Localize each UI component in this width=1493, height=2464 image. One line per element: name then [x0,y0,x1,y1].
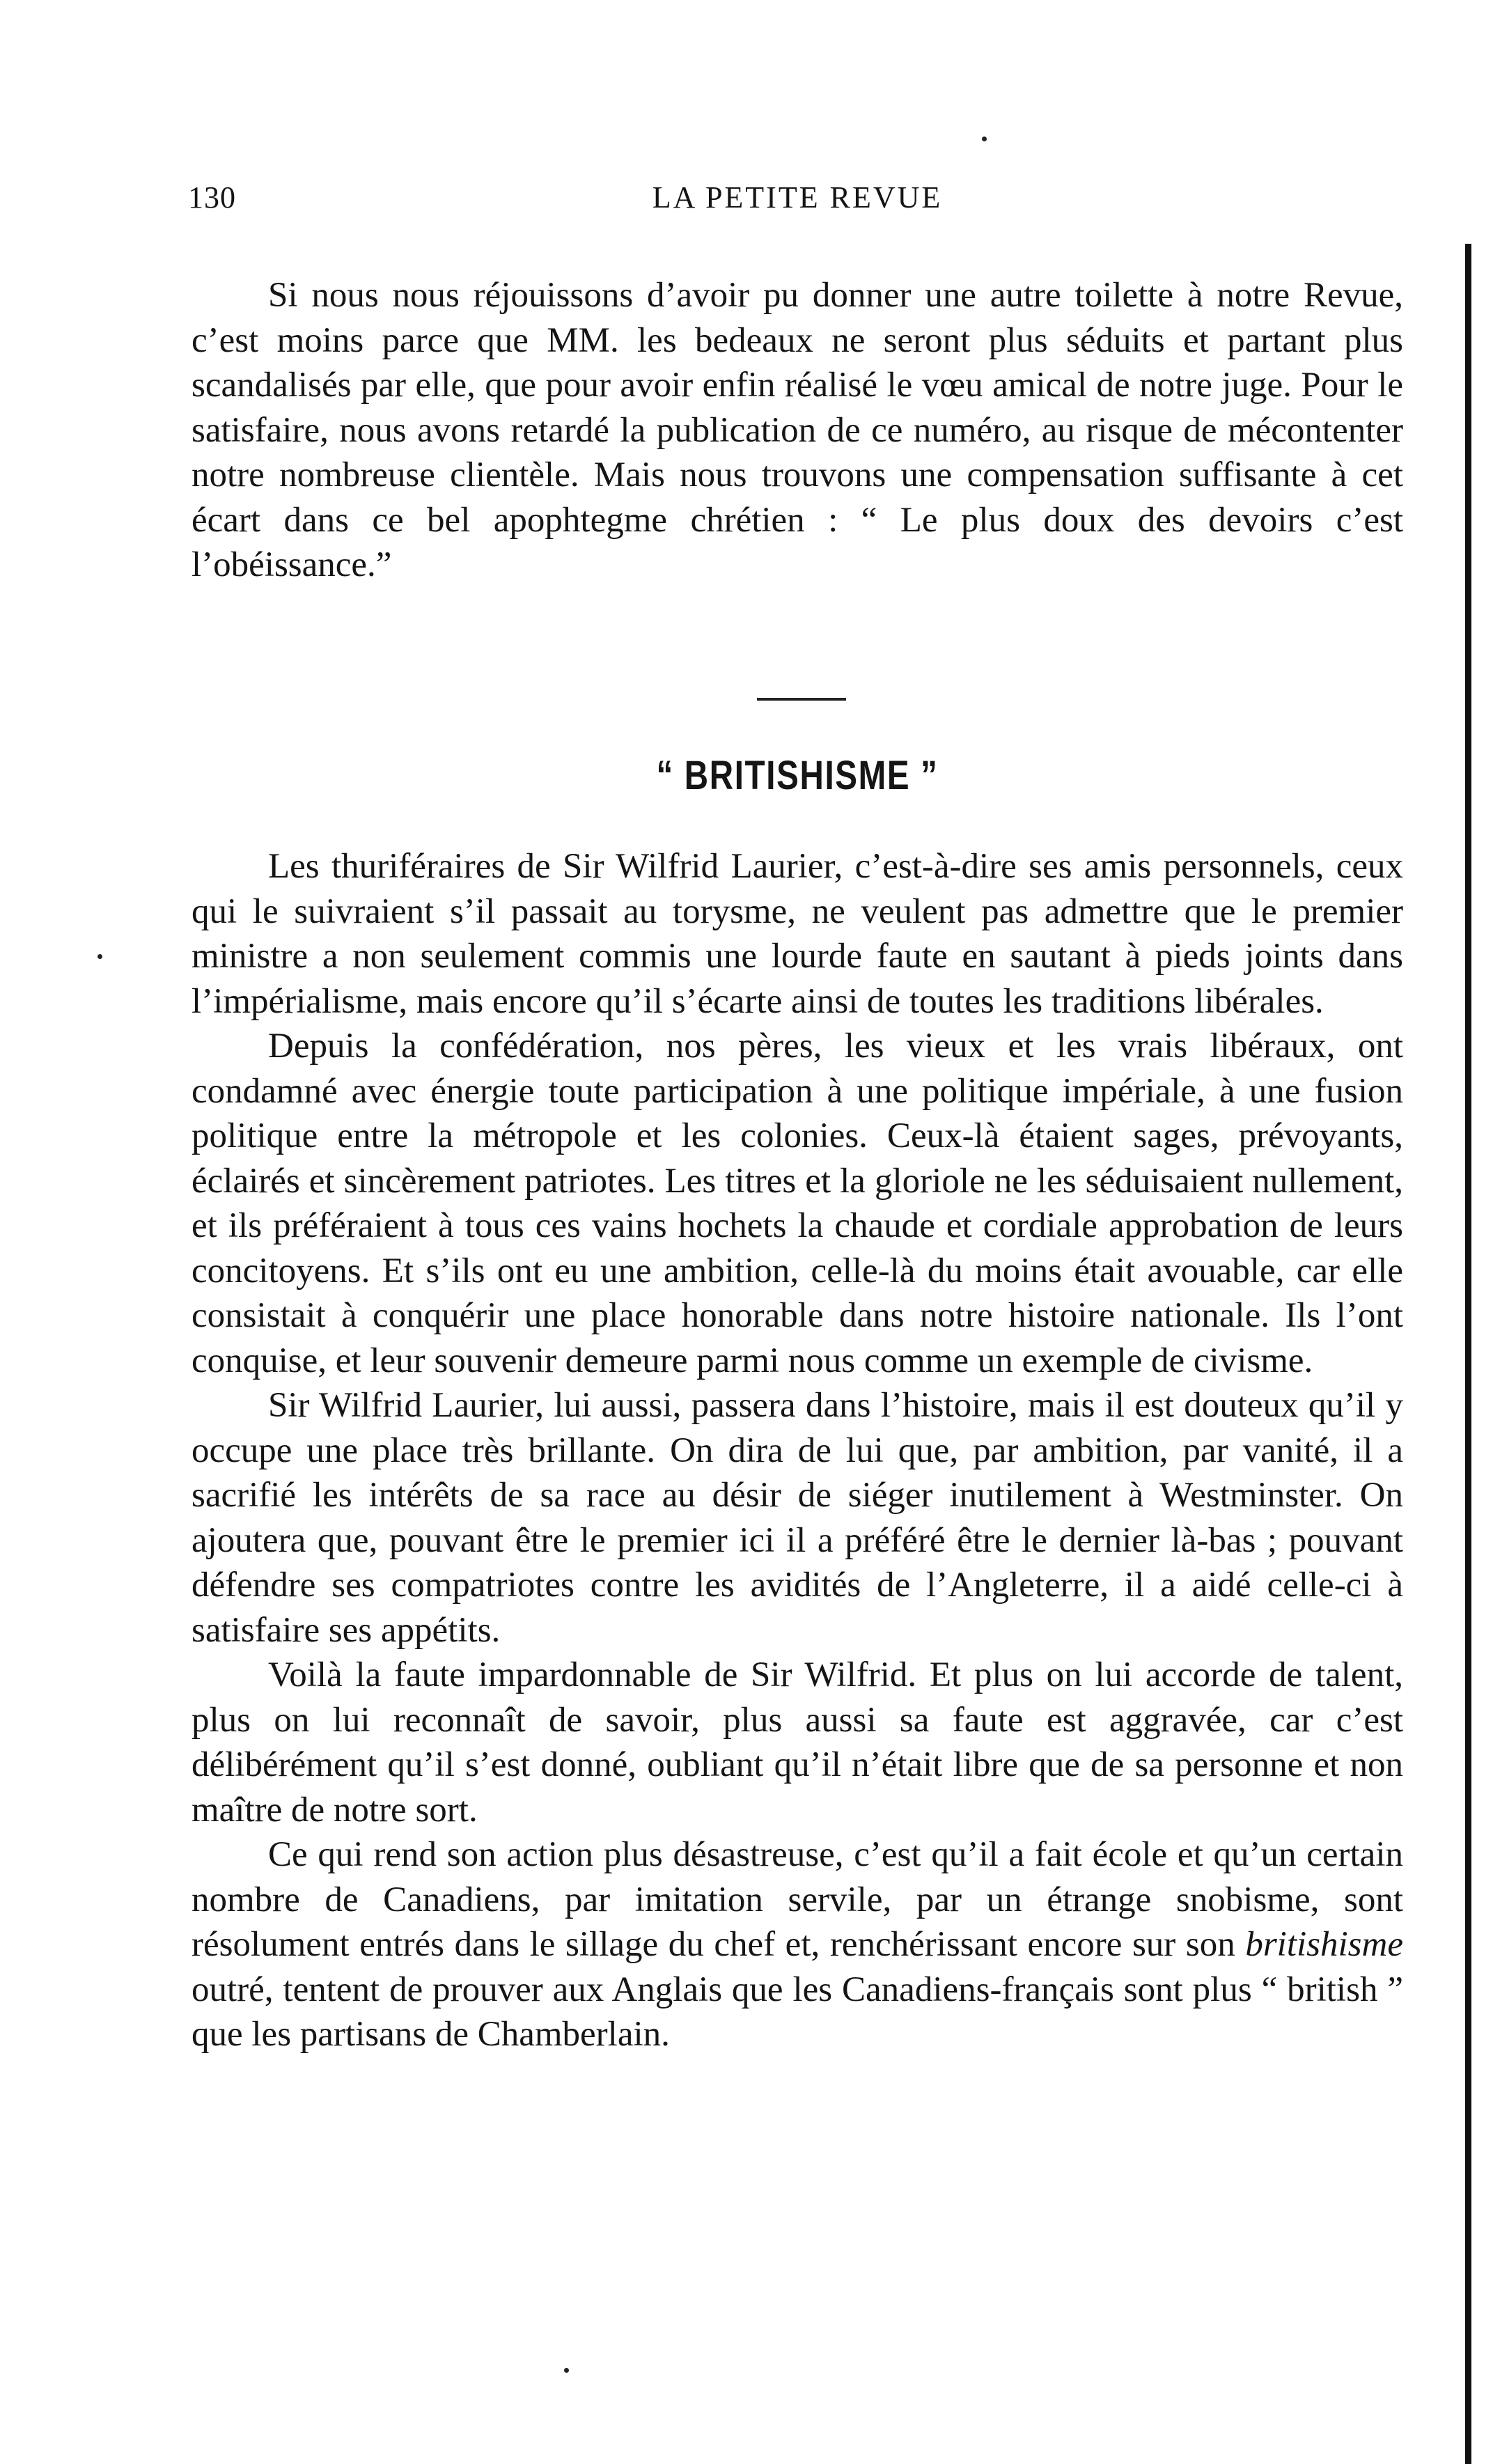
ink-speck [982,137,987,141]
article-paragraph: Sir Wilfrid Laurier, lui aussi, passera dans l’histoire, mais il est douteux qu’il y occupe une place très brillante. On dira de lui que, par ambition, par vanité, il a sacrifié les intérêts de sa race au désir de siéger inutilement à Westminster. On ajoutera que, pouvant être le premier ici il a préféré être le dernier là-bas ; pouvant défendre ses compatriotes contre les avidités de l’Angleterre, il a aidé celle-ci à satisfaire ses appétits. [191,1386,1403,1650]
ink-speck [564,2368,569,2373]
article-paragraph: Les thuriféraires de Sir Wilfrid Laurier, c’est-à-dire ses amis personnels, ceux qui le suivraient s’il passait au torysme, ne veulent pas admettre que le premier ministre a non seulement commis une lourde faute en sautant à pieds joints dans l’impérialisme, mais encore qu’il s’écarte ainsi de toutes les traditions libérales. [191,847,1403,1021]
page-header [188,180,1407,221]
page-number: 130 [188,180,236,215]
text-run: outré, tentent de prouver aux Anglais que les Canadiens-français sont plus “ british ” que les partisans de Chamberlain. [191,1970,1403,2054]
article-paragraph: Voilà la faute impardonnable de Sir Wilfrid. Et plus on lui accorde de talent, plus on lui reconnaît de savoir, plus aussi sa faute est aggravée, car c’est délibérément qu’il s’est donné, oubliant qu’il n’était libre que de sa personne et non maître de notre sort. [191,1655,1403,1830]
article-body [191,844,1403,2057]
article-paragraph: Depuis la confédération, nos pères, les vieux et les vrais libéraux, ont condamné avec énergie toute participation à une politique impériale, à une fusion politique entre la métropole et les colonies. Ceux-là étaient sages, prévoyants, éclairés et sincèrement patriotes. Les titres et la gloriole ne les séduisaient nullement, et ils préféraient à tous ces vains hochets la chaude et cordiale approbation de leurs concitoyens. Et s’ils ont eu une ambition, celle-là du moins était avouable, car elle consistait à conquérir une place honorable dans notre histoire nationale. Ils l’ont conquise, et leur souvenir demeure parmi nous comme un exemple de civisme. [191,1027,1403,1380]
article-paragraph-last [191,1832,1403,2057]
section-divider [757,698,846,701]
margin-rule [1465,244,1471,2464]
running-title: LA PETITE REVUE [652,180,943,215]
article-title: “ BRITISHISME ” [656,753,939,798]
intro-section [191,273,1403,588]
ink-speck [97,954,102,959]
emphasis-word: britishisme [1245,1925,1403,1964]
text-run: Ce qui rend son action plus désastreuse, c’est qu’il a fait école et qu’un certain nombre de Canadiens, par imitation servile, par un étrange snobisme, sont résolument entrés dans le sillage du chef et, renchérissant encore sur son [191,1835,1403,1964]
intro-paragraph: Si nous nous réjouissons d’avoir pu donner une autre toilette à notre Revue, c’est moins parce que MM. les bedeaux ne seront plus séduits et partant plus scandalisés par elle, que pour avoir enfin réalisé le vœu amical de notre juge. Pour le satisfaire, nous avons retardé la publication de ce numéro, au risque de mécontenter notre nombreuse clientèle. Mais nous trouvons une compensation suffisante à cet écart dans ce bel apophtegme chrétien : “ Le plus doux des devoirs c’est l’obéissance.” [191,276,1403,584]
